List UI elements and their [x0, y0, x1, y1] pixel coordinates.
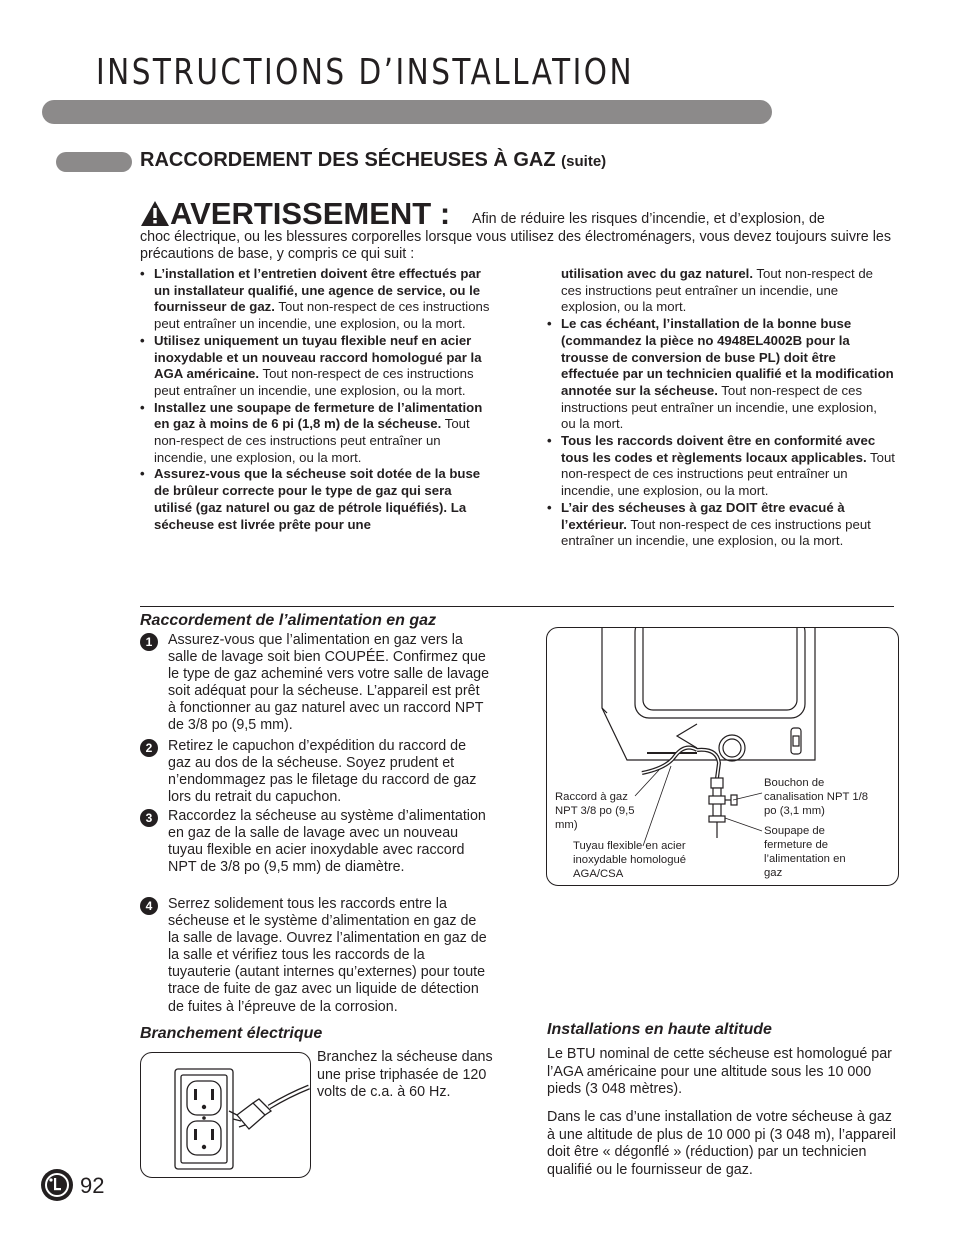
gas-supply-heading: Raccordement de l’alimentation en gaz: [140, 612, 437, 629]
bullet: •: [547, 499, 552, 515]
warning-item: [547, 266, 895, 316]
warning-item: [547, 316, 895, 433]
warning-lead: Afin de réduire les risques d’incendie, et d’explosion, de: [472, 211, 825, 227]
bullet: •: [140, 266, 145, 281]
step-text: Serrez solidement tous les raccords entre la sécheuse et le système d’alimentation en gaz de la salle de lavage. Ouvrez l’alimentation en gaz de la salle et vérifiez tous les raccords de la tuyauterie (autant internes qu’externes) pour toute trace de fuite de gaz avec un liquide de détection de fuites à l’épreuve de la corrosion.: [168, 896, 487, 1015]
section-title: [140, 149, 606, 172]
warning-item-text: Tout non-respect de ces instructions peut entraîner un incendie, une explosion, ou la mort.: [561, 382, 877, 432]
warning-item: [547, 500, 895, 550]
bullet: •: [140, 332, 145, 348]
page-title: INSTRUCTIONS D’INSTALLATION: [96, 52, 634, 93]
step-number: 1: [140, 633, 158, 651]
step-text: Assurez-vous que l’alimentation en gaz vers la salle de lavage soit bien COUPÉE. Confirmez que le type de gaz acheminé vers votre salle de lavage soit adéquat pour la sécheuse. L’appareil est prêt à fonctionner au gaz naturel avec un raccord NPT de 3/8 po (9,5 mm).: [168, 632, 490, 734]
label-shutoff-valve: Soupape de fermeture de l’alimentation en gaz: [764, 825, 846, 879]
warning-item-text: Tout non-respect de ces instructions peut entraîner un incendie, une explosion, ou la mort.: [561, 449, 895, 499]
warning-list-left: [140, 266, 490, 533]
warning-heading: [140, 198, 450, 230]
warning-item-text: Tout non-respect de ces instructions peut entraîner un incendie, une explosion, ou la mort.: [561, 266, 873, 315]
warning-triangle-icon: [140, 200, 170, 227]
warning-item: [140, 333, 490, 400]
altitude-para-2: Dans le cas d’une installation de votre sécheuse à gaz à une altitude de plus de 10 000 pi (3 048 m), l’appareil doit être « dégonflé » (réduction) par un technicien qualifié ou le fournisseur de gaz.: [547, 1109, 896, 1178]
step-text: Raccordez la sécheuse au système d’alimentation en gaz de la salle de lavage avec un nouveau tuyau flexible en acier inoxydable avec raccord NPT de 3/8 po (9,5 mm) de diamètre.: [168, 808, 486, 876]
altitude-para-1: Le BTU nominal de cette sécheuse est homologué par l’AGA américaine pour une altitude sous les 10 000 pieds (3 048 mètres).: [547, 1046, 892, 1098]
warning-item: [140, 400, 490, 467]
label-pipe-plug: Bouchon de canalisation NPT 1/8 po (3,1 mm): [764, 777, 869, 817]
step-4: [140, 896, 490, 1016]
warning-item-text: Tout non-respect de ces instructions peut entraîner un incendie, une explosion, ou la mort.: [561, 516, 871, 549]
step-2: [140, 738, 490, 806]
warning-heading-text: AVERTISSEMENT :: [170, 196, 451, 231]
label-gas-fitting: Raccord à gaz NPT 3/8 po (9,5 mm): [555, 791, 635, 831]
section-pill: [56, 152, 132, 172]
outlet-plug-icon: [141, 1053, 310, 1177]
warning-list-right: [547, 266, 895, 550]
warning-item: [547, 433, 895, 500]
step-number: 2: [140, 739, 158, 757]
warning-item-bold: Assurez-vous que la sécheuse soit dotée de la buse de brûleur correcte pour le type de gaz qui sera utilisé (gaz naturel ou gaz de pétrole liquéfiés). La sécheuse est livrée prête pour une: [154, 466, 481, 532]
bullet: •: [547, 316, 552, 332]
warning-item-text: Tout non-respect de ces instructions peut entraîner un incendie, une explosion, ou la mort.: [154, 299, 490, 332]
warning-item-text: Tout non-respect de ces instructions peut entraîner un incendie, une explosion, ou la mort.: [154, 366, 474, 398]
warning-item-bold: Tous les raccords doivent être en conformité avec tous les codes et règlements locaux applicables.: [561, 433, 876, 465]
step-number: 3: [140, 809, 158, 827]
step-3: [140, 808, 490, 876]
warning-body: choc électrique, ou les blessures corporelles lorsque vous utilisez des électroménagers, vous devez toujours suivre les précautions de base, y compris ce qui suit :: [140, 229, 891, 262]
warning-item-bold: Utilisez uniquement un tuyau flexible neuf en acier inoxydable et un nouveau raccord homologué par la AGA américaine.: [154, 332, 482, 382]
outlet-illustration-box: [140, 1052, 311, 1178]
header-bar: [42, 100, 772, 124]
bullet: •: [140, 399, 145, 415]
warning-item-bold: L’installation et l’entretien doivent être effectués par un installateur qualifié, une agence de service, ou le fournisseur de gaz.: [154, 266, 481, 315]
section-title-text: RACCORDEMENT DES SÉCHEUSES À GAZ: [140, 149, 556, 171]
warning-item-bold: L’air des sécheuses à gaz DOIT être evacué à l’extérieur.: [561, 499, 845, 532]
warning-item-bold: utilisation avec du gaz naturel.: [561, 266, 753, 281]
bullet: •: [547, 433, 552, 449]
step-text: Retirez le capuchon d’expédition du raccord de gaz au dos de la sécheuse. Soyez prudent et n’endommagez pas le filetage du raccord de gaz lors du retrait du capuchon.: [168, 738, 477, 806]
warning-item-bold: Installez une soupape de fermeture de l’alimentation en gaz à moins de 6 pi (1,8 m) de la sécheuse.: [154, 399, 483, 432]
altitude-heading: Installations en haute altitude: [547, 1021, 772, 1038]
step-1: [140, 632, 490, 735]
page-number: 92: [80, 1173, 105, 1198]
electrical-heading: Branchement électrique: [140, 1025, 323, 1042]
warning-item-text: Tout non-respect de ces instructions peut entraîner un incendie, une explosion, ou la mort.: [154, 416, 470, 465]
label-flex-hose: Tuyau flexible en acier inoxydable homologué AGA/CSA: [573, 840, 687, 880]
step-number: 4: [140, 897, 158, 915]
electrical-text: Branchez la sécheuse dans une prise triphasée de 120 volts de c.a. à 60 Hz.: [317, 1049, 493, 1101]
section-divider: [140, 606, 894, 607]
warning-item: [140, 266, 490, 333]
warning-item-bold: Le cas échéant, l’installation de la bonne buse (commandez la pièce no 4948EL4002B pour la trousse de conversion de buse PL) doit être effectuée par un technicien qualifié et la modification annotée sur la sécheuse.: [561, 316, 894, 398]
lg-logo-icon: [40, 1168, 74, 1202]
gas-connection-diagram: [546, 627, 899, 886]
section-title-suffix: (suite): [561, 153, 607, 170]
warning-item: [140, 466, 490, 533]
bullet: •: [140, 466, 145, 482]
